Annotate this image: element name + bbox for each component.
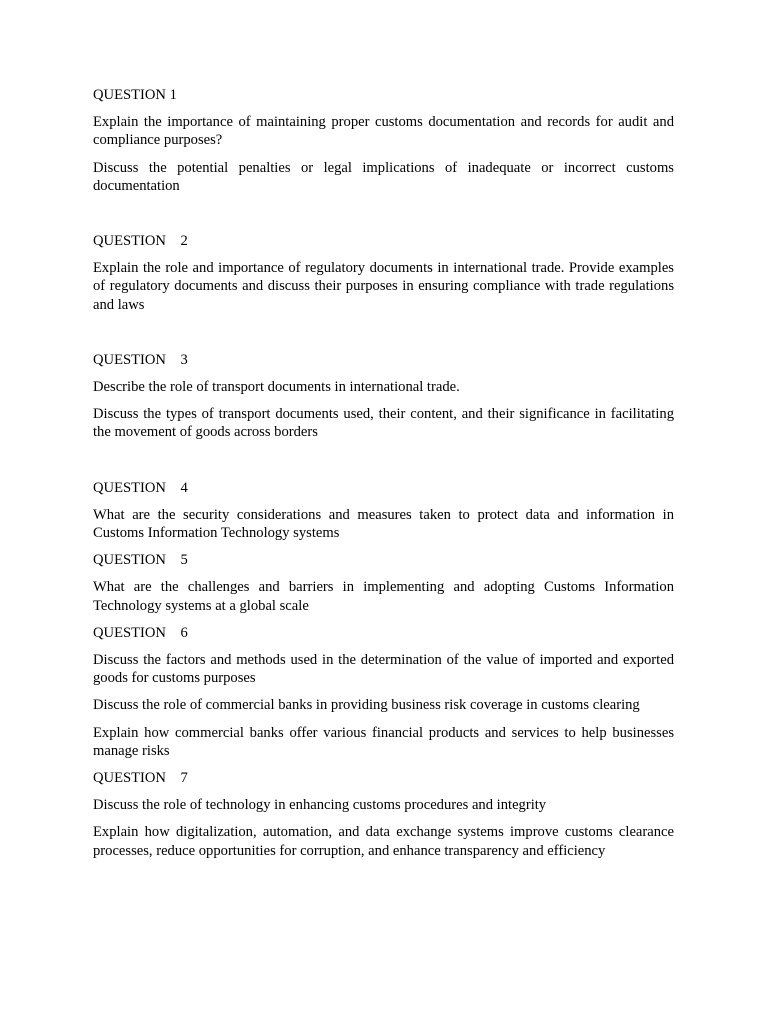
question-7-paragraph-1: Discuss the role of technology in enhancing customs procedures and integrity (93, 797, 547, 814)
question-3-section (93, 351, 674, 442)
question-1-paragraph-2: Discuss the potential penalties or legal implications of inadequate or incorrect customs documentation (93, 159, 674, 194)
question-2-section (93, 232, 674, 314)
question-4-paragraph-1: What are the security considerations and measures taken to protect data and information in Customs Information Technology systems (93, 506, 674, 542)
question-6-section (93, 624, 674, 760)
question-6-paragraph-1: Discuss the factors and methods used in the determination of the value of imported and exported goods for customs purposes (93, 652, 674, 687)
question-7-heading: QUESTION 7 (93, 770, 188, 787)
question-6-paragraph-3: Explain how commercial banks offer various financial products and services to help businesses manage risks (93, 724, 674, 759)
question-4-section (93, 479, 674, 543)
question-3-paragraph-1: Describe the role of transport documents in international trade. (93, 379, 460, 396)
question-3-paragraph-2: Discuss the types of transport documents used, their content, and their significance in facilitating the movement of goods across borders (93, 406, 674, 441)
question-5-paragraph-1: What are the challenges and barriers in implementing and adopting Customs Information Technology systems at a global scale (93, 579, 674, 614)
question-7-paragraph-2: Explain how digitalization, automation, and data exchange systems improve customs clearance processes, reduce opportunities for corruption, and enhance transparency and efficiency (93, 824, 674, 859)
question-5-section (93, 551, 674, 615)
question-2-paragraph-1: Explain the role and importance of regulatory documents in international trade. Provide examples of regulatory documents and discuss their purposes in ensuring compliance with trade regulations and laws (93, 260, 674, 313)
question-1-heading: QUESTION 1 (93, 87, 177, 103)
document-body (93, 86, 674, 869)
question-3-heading: QUESTION 3 (93, 351, 188, 368)
question-2-heading: QUESTION 2 (93, 233, 188, 250)
question-6-heading: QUESTION 6 (93, 624, 188, 641)
question-1-section (93, 86, 674, 195)
question-4-heading: QUESTION 4 (93, 479, 188, 496)
question-5-heading: QUESTION 5 (93, 552, 188, 569)
question-7-section (93, 769, 674, 860)
question-6-paragraph-2: Discuss the role of commercial banks in providing business risk coverage in customs clearing (93, 697, 640, 714)
question-1-paragraph-1: Explain the importance of maintaining proper customs documentation and records for audit and compliance purposes? (93, 114, 674, 149)
